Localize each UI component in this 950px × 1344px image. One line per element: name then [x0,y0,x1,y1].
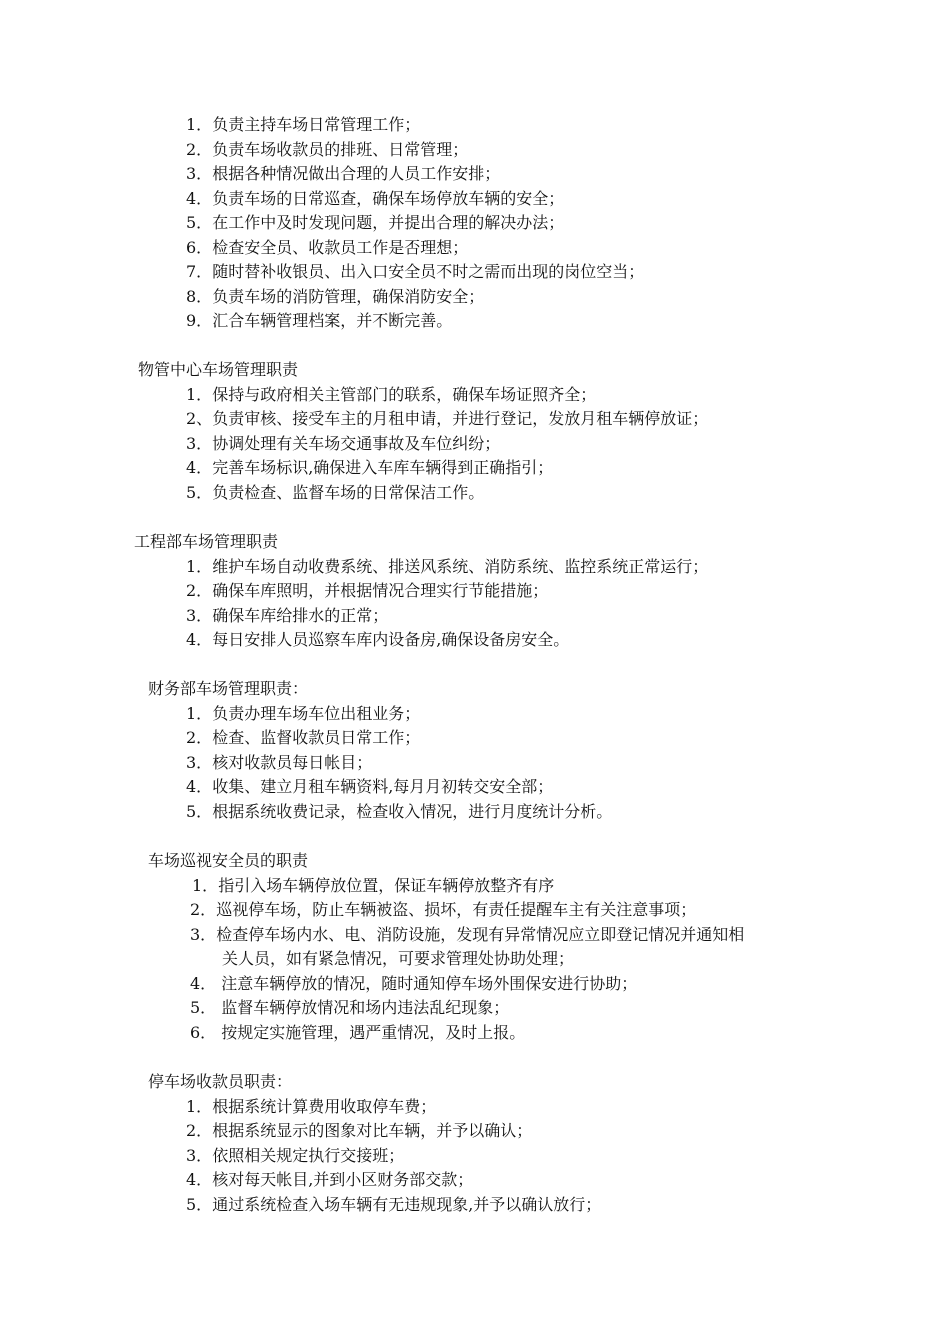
list-item: 2、负责审核、接受车主的月租申请，并进行登记，发放月租车辆停放证； [186,409,709,428]
list-item: 3．确保车库给排水的正常； [186,606,389,625]
list-item: 2．确保车库照明，并根据情况合理实行节能措施； [186,581,549,600]
list-item: 3．根据各种情况做出合理的人员工作安排； [186,164,501,183]
list-item: 2．根据系统显示的图象对比车辆，并予以确认； [186,1121,533,1140]
section-heading: 物管中心车场管理职责 [138,360,299,379]
list-item: 1．指引入场车辆停放位置，保证车辆停放整齐有序 [192,876,555,895]
list-item: 4．核对每天帐目,并到小区财务部交款； [186,1170,474,1189]
list-item: 1．根据系统计算费用收取停车费； [186,1097,437,1116]
list-item: 1．负责办理车场车位出租业务； [186,704,421,723]
list-item: 5．负责检查、监督车场的日常保洁工作。 [186,483,485,502]
section-heading: 财务部车场管理职责： [148,679,309,698]
list-item: 4．收集、建立月租车辆资料,每月月初转交安全部； [186,777,554,796]
list-item: 3．核对收款员每日帐目； [186,753,373,772]
list-item: 1．负责主持车场日常管理工作； [186,115,421,134]
list-item: 5．通过系统检查入场车辆有无违规现象,并予以确认放行； [186,1195,602,1214]
list-item: 3．协调处理有关车场交通事故及车位纠纷； [186,434,501,453]
list-item: 4．负责车场的日常巡查，确保车场停放车辆的安全； [186,189,565,208]
list-item: 2．检查、监督收款员日常工作； [186,728,421,747]
section-heading: 车场巡视安全员的职责 [148,851,309,870]
list-item: 1．维护车场自动收费系统、排送风系统、消防系统、监控系统正常运行； [186,557,709,576]
list-item: 3．检查停车场内水、电、消防设施，发现有异常情况应立即登记情况并通知相 [190,925,745,944]
list-item: 6． 按规定实施管理，遇严重情况，及时上报。 [190,1023,526,1042]
section-heading: 工程部车场管理职责 [134,532,279,551]
list-item: 2．负责车场收款员的排班、日常管理； [186,140,469,159]
list-item: 1．保持与政府相关主管部门的联系，确保车场证照齐全； [186,385,597,404]
list-item: 3．依照相关规定执行交接班； [186,1146,405,1165]
list-item: 5． 监督车辆停放情况和场内违法乱纪现象； [190,998,510,1017]
list-item-continuation: 关人员，如有紧急情况，可要求管理处协助处理； [222,949,575,968]
list-item: 5．在工作中及时发现问题，并提出合理的解决办法； [186,213,565,232]
list-item: 7．随时替补收银员、出入口安全员不时之需而出现的岗位空当； [186,262,645,281]
list-item: 9．汇合车辆管理档案，并不断完善。 [186,311,453,330]
list-item: 4． 注意车辆停放的情况，随时通知停车场外围保安进行协助； [190,974,638,993]
list-item: 6．检查安全员、收款员工作是否理想； [186,238,469,257]
list-item: 8．负责车场的消防管理，确保消防安全； [186,287,485,306]
list-item: 4．每日安排人员巡察车库内设备房,确保设备房安全。 [186,630,570,649]
list-item: 4．完善车场标识,确保进入车库车辆得到正确指引； [186,458,554,477]
section-heading: 停车场收款员职责： [148,1072,293,1091]
list-item: 2．巡视停车场，防止车辆被盗、损坏，有责任提醒车主有关注意事项； [190,900,697,919]
list-item: 5．根据系统收费记录，检查收入情况，进行月度统计分析。 [186,802,613,821]
